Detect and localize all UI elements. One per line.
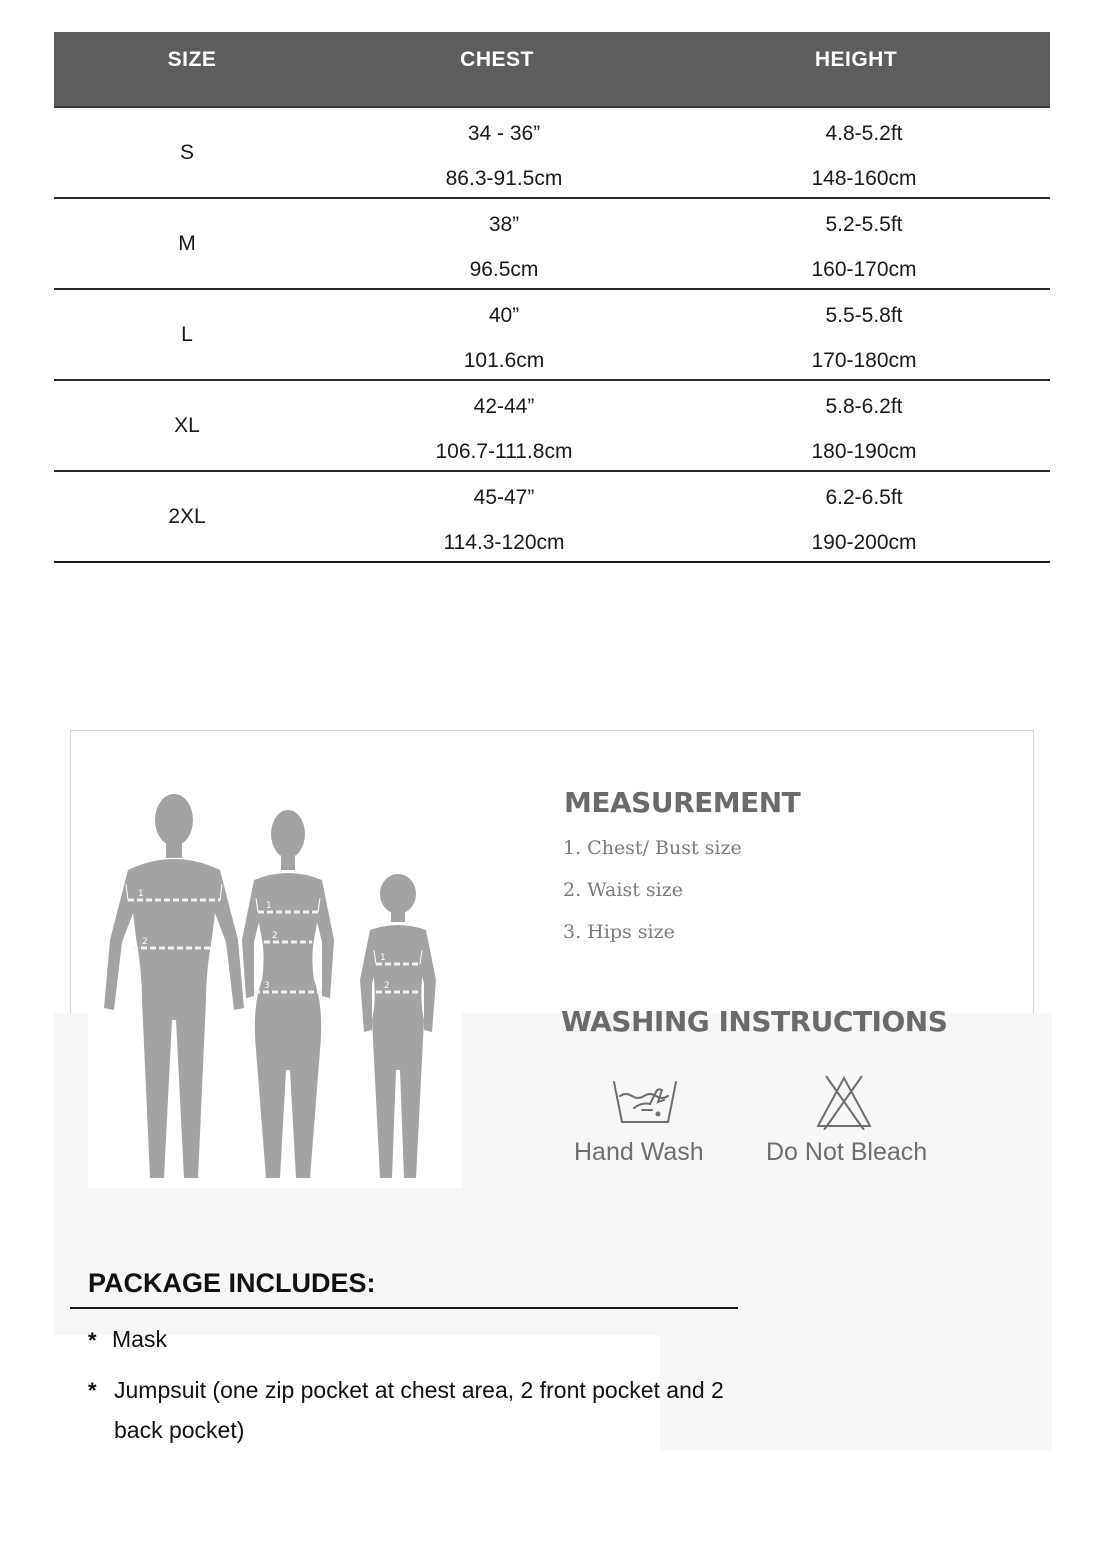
size-cell: XL xyxy=(174,413,200,437)
table-header xyxy=(54,32,1050,108)
chest-cm: 101.6cm xyxy=(463,349,545,372)
chest-inches: 45-47” xyxy=(473,486,535,509)
package-title: PACKAGE INCLUDES: xyxy=(88,1268,376,1298)
measurement-title: MEASUREMENT xyxy=(564,786,801,819)
hand-wash-label: Hand Wash xyxy=(574,1138,704,1166)
do-not-bleach-icon xyxy=(814,1074,874,1135)
bullet: * xyxy=(88,1328,97,1353)
table-row xyxy=(54,290,1050,381)
table-row xyxy=(54,199,1050,290)
height-ft: 5.8-6.2ft xyxy=(825,395,903,418)
chest-cm: 114.3-120cm xyxy=(443,531,565,554)
washing-title: WASHING INSTRUCTIONS xyxy=(561,1005,948,1038)
chest-inches: 42-44” xyxy=(473,395,535,418)
bullet: * xyxy=(88,1378,97,1403)
marker-man-1: 1 xyxy=(138,889,144,899)
woman-silhouette xyxy=(242,810,334,1178)
size-cell: L xyxy=(181,322,193,346)
chest-cm: 106.7-111.8cm xyxy=(435,440,573,463)
package-item-mask: Mask xyxy=(112,1326,167,1352)
height-ft: 5.2-5.5ft xyxy=(825,213,903,236)
header-height: HEIGHT xyxy=(814,48,898,71)
size-cell: 2XL xyxy=(168,504,206,528)
table-row xyxy=(54,381,1050,472)
marker-woman-1: 1 xyxy=(266,901,272,911)
chest-cm: 86.3-91.5cm xyxy=(445,167,563,190)
height-cm: 170-180cm xyxy=(811,349,917,372)
marker-child-1: 1 xyxy=(380,953,386,963)
height-ft: 5.5-5.8ft xyxy=(825,304,903,327)
marker-woman-2: 2 xyxy=(272,931,278,941)
header-chest: CHEST xyxy=(460,48,534,71)
measurement-item: 1. Chest/ Bust size xyxy=(563,837,742,859)
chest-inches: 40” xyxy=(488,304,520,327)
package-item-jumpsuit: Jumpsuit (one zip pocket at chest area, 2 front pocket and 2 xyxy=(114,1377,724,1403)
height-cm: 180-190cm xyxy=(811,440,917,463)
package-item-jumpsuit-cont: back pocket) xyxy=(114,1417,245,1443)
height-cm: 148-160cm xyxy=(811,167,917,190)
size-chart-table xyxy=(54,32,1050,563)
marker-child-2: 2 xyxy=(384,981,390,991)
header-size: SIZE xyxy=(167,48,217,71)
body-measurement-figures xyxy=(88,770,462,1188)
height-cm: 190-200cm xyxy=(811,531,917,554)
table-row xyxy=(54,108,1050,199)
chest-cm: 96.5cm xyxy=(469,258,539,281)
do-not-bleach-label: Do Not Bleach xyxy=(766,1138,928,1166)
height-cm: 160-170cm xyxy=(811,258,917,281)
height-ft: 4.8-5.2ft xyxy=(825,122,903,145)
height-ft: 6.2-6.5ft xyxy=(825,486,903,509)
measurement-item: 3. Hips size xyxy=(563,921,675,943)
size-cell: M xyxy=(178,231,196,255)
man-silhouette xyxy=(104,794,244,1178)
divider xyxy=(70,1307,738,1309)
table-row xyxy=(54,472,1050,563)
hand-wash-icon xyxy=(612,1074,678,1131)
child-silhouette xyxy=(360,874,436,1178)
chest-inches: 34 - 36” xyxy=(467,122,541,145)
marker-woman-3: 3 xyxy=(264,981,270,991)
marker-man-2: 2 xyxy=(142,937,148,947)
size-cell: S xyxy=(179,140,194,164)
measurement-item: 2. Waist size xyxy=(563,879,683,901)
chest-inches: 38” xyxy=(488,213,520,236)
